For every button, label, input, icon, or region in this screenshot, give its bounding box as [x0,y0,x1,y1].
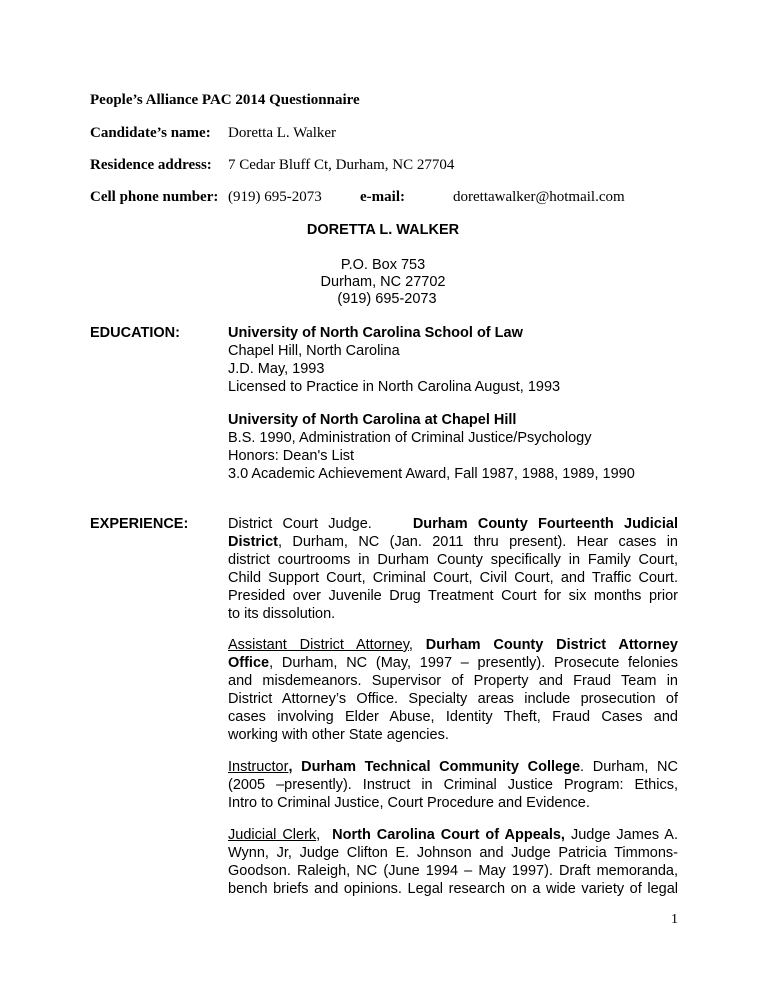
experience-job3-line [228,758,678,777]
education-school2-line: B.S. 1990, Administration of Criminal Justice/Psychology [228,430,592,446]
experience-job4-line: bench briefs and opinions. Legal research on a wide variety of legal [228,881,678,897]
education-school1-name: University of North Carolina School of Law [228,325,523,341]
job1-org-part2: District [228,534,278,550]
experience-job3-line: (2005 –presently). Instruct in Criminal Justice Program: Ethics, [228,777,678,793]
education-school2-line: 3.0 Academic Achievement Award, Fall 1987, 1988, 1989, 1990 [228,466,635,482]
education-school1-line: Chapel Hill, North Carolina [228,343,400,359]
experience-job2-line: and misdemeanors. Supervisor of Property and Fraud Team in [228,673,678,689]
questionnaire-title: People’s Alliance PAC 2014 Questionnaire [90,92,360,108]
experience-job2-line: District Attorney’s Office. Specialty areas include prosecution of [228,691,678,707]
experience-job1-line: Child Support Court, Criminal Court, Civil Court, and Traffic Court. [228,570,678,586]
education-school1-line: Licensed to Practice in North Carolina August, 1993 [228,379,561,395]
experience-job1-line [228,533,678,552]
experience-job2-line: Assistant District Attorney, Durham County District Attorney [228,637,678,653]
resume-address-line2: Durham, NC 27702 [320,274,446,290]
experience-job3-line: Intro to Criminal Justice, Court Procedure and Evidence. [228,795,590,811]
page-number: 1 [671,912,678,927]
experience-job1-line: Presided over Juvenile Drug Treatment Court for six months prior [228,588,678,604]
candidate-name-value: Doretta L. Walker [228,125,337,141]
experience-job2-line: working with other State agencies. [228,727,449,743]
job1-title: District Court Judge. [228,516,372,532]
experience-job2-line [228,654,678,673]
experience-job1-line: to its dissolution. [228,606,336,622]
resume-name: DORETTA L. WALKER [306,222,460,238]
cell-phone-label: Cell phone number: [90,189,219,205]
job3-org: , Durham Technical Community College [288,759,581,775]
experience-job2-line: cases involving Elder Abuse, Identity Theft, Fraud Cases and [228,709,678,725]
cell-phone-value: (919) 695-2073 [228,189,322,205]
residence-address-label: Residence address: [90,157,212,173]
experience-job4-line: Goodson. Raleigh, NC (June 1994 – May 1997). Draft memoranda, [228,863,678,879]
job2-org-part1: Durham County District Attorney [425,637,678,653]
job3-text1: . Durham, NC [580,759,678,775]
education-heading: EDUCATION: [90,325,180,341]
job4-org: North Carolina Court of Appeals, [332,827,565,843]
experience-job4-line: Wynn, Jr, Judge Clifton E. Johnson and Judge Patricia Timmons- [228,845,678,861]
residence-address-value: 7 Cedar Bluff Ct, Durham, NC 27704 [228,157,455,173]
experience-heading: EXPERIENCE: [90,516,189,532]
experience-job4-line: Judicial Clerk, North Carolina Court of Appeals, Judge James A. [228,827,678,843]
candidate-name-label: Candidate’s name: [90,125,211,141]
education-school2-name: University of North Carolina at Chapel Hill [228,412,517,428]
job2-title: Assistant District Attorney [228,637,409,653]
job4-text1: Judge James A. [564,827,678,843]
resume-phone: (919) 695-2073 [337,291,437,307]
education-school1-line: J.D. May, 1993 [228,361,325,377]
experience-job1-line [228,515,678,534]
job2-text1: , Durham, NC (May, 1997 – presently). Prosecute felonies [269,655,678,671]
education-school2-line: Honors: Dean's List [228,448,355,464]
email-value: dorettawalker@hotmail.com [453,189,625,205]
job3-title: Instructor [228,759,289,775]
email-label: e-mail: [360,189,405,205]
resume-address-line1: P.O. Box 753 [340,257,426,273]
job1-text1: , Durham, NC (Jan. 2011 thru present). Hear cases in [277,534,678,550]
job4-title: Judicial Clerk [228,827,317,843]
job1-org-part1: Durham County Fourteenth Judicial [412,516,678,532]
experience-job1-line: district courtrooms in Durham County specifically in Family Court, [228,552,678,568]
job2-org-part2: Office [228,655,270,671]
